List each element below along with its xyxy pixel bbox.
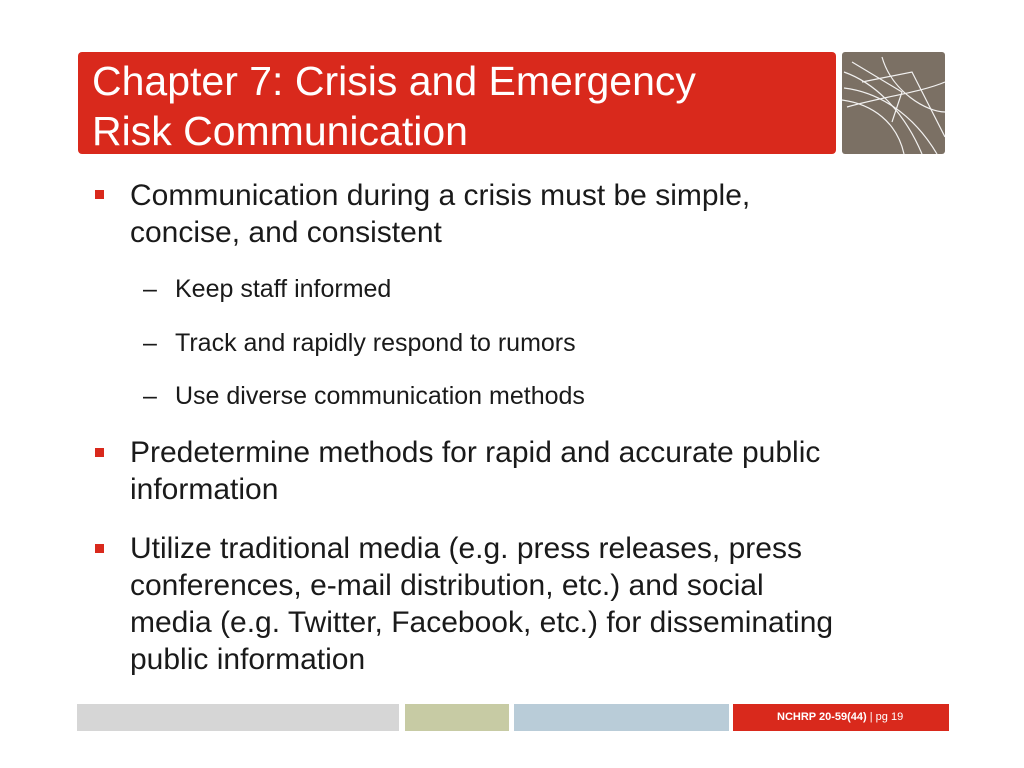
bullet-3-line-4: public information — [130, 643, 366, 676]
sub-dash-3: – — [143, 382, 157, 410]
bullet-3-line-1: Utilize traditional media (e.g. press releases, press — [130, 532, 802, 565]
bullet-marker-3 — [95, 544, 104, 553]
bullet-marker-2 — [95, 448, 104, 457]
bullet-3-line-2: conferences, e-mail distribution, etc.) and social — [130, 569, 764, 602]
footer-bar-blue — [514, 704, 729, 731]
subitem-2: Track and rapidly respond to rumors — [175, 329, 576, 357]
sub-dash-2: – — [143, 329, 157, 357]
bullet-2-line-1: Predetermine methods for rapid and accurate public — [130, 436, 821, 469]
sub-dash-1: – — [143, 275, 157, 303]
title-line-2: Risk Communication — [92, 108, 468, 154]
bullet-marker-1 — [95, 190, 104, 199]
bullet-2-line-2: information — [130, 473, 279, 506]
footer-bar-green — [405, 704, 509, 731]
footer-project: NCHRP 20-59(44) — [777, 711, 867, 723]
subitem-3: Use diverse communication methods — [175, 382, 585, 410]
footer-page-number: pg 19 — [875, 711, 904, 723]
bullet-1-line-2: concise, and consistent — [130, 216, 442, 249]
bullet-1-line-1: Communication during a crisis must be simple, — [130, 179, 751, 212]
footer-bar-gray — [77, 704, 399, 731]
bullet-3-line-3: media (e.g. Twitter, Facebook, etc.) for disseminating — [130, 606, 834, 639]
footer-separator: | — [869, 711, 873, 723]
footer-page-label — [733, 704, 949, 731]
subitem-1: Keep staff informed — [175, 275, 392, 303]
title-line-1: Chapter 7: Crisis and Emergency — [92, 58, 696, 104]
